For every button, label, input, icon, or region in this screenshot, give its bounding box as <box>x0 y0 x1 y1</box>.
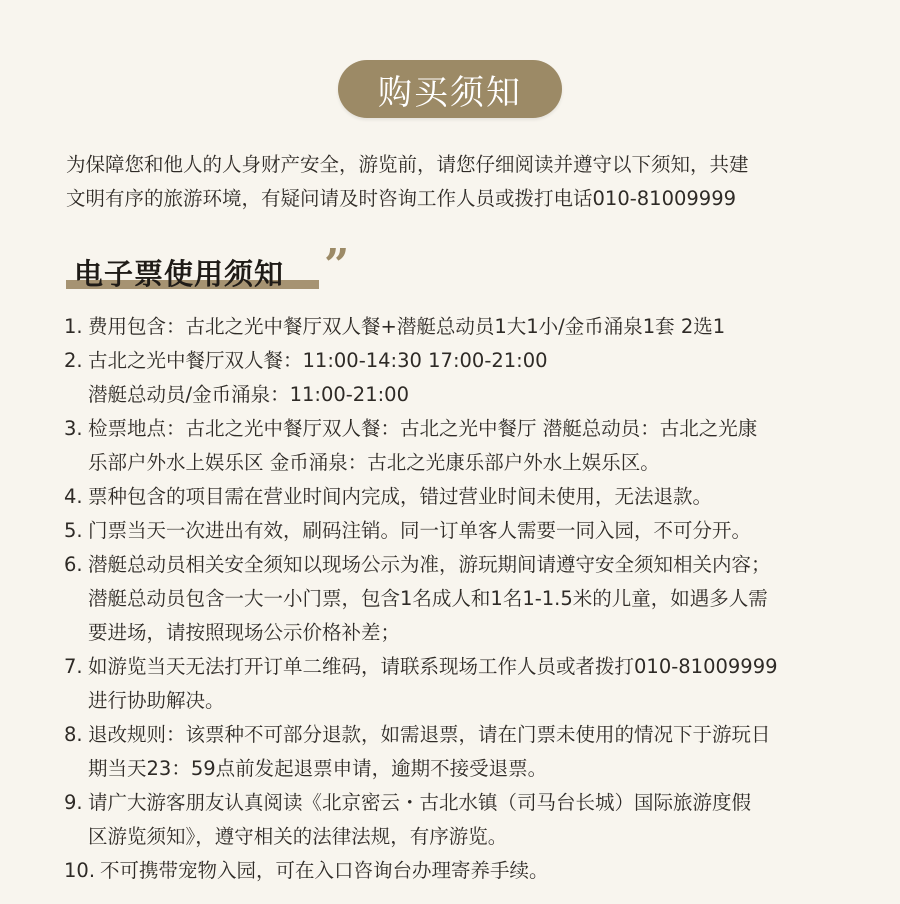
item-text: 潜艇总动员/金币涌泉：11:00-21:00 <box>88 383 409 406</box>
item-text: 请广大游客朋友认真阅读《北京密云・古北水镇（司马台长城）国际旅游度假 <box>88 791 752 814</box>
item-text: 要进场，请按照现场公示价格补差； <box>88 621 401 644</box>
item-text: 潜艇总动员相关安全须知以现场公示为准，游玩期间请遵守安全须知相关内容； <box>88 553 771 576</box>
item-text: 检票地点：古北之光中餐厅双人餐：古北之光中餐厅 潜艇总动员：古北之光康 <box>88 417 758 440</box>
page-title-badge <box>338 60 562 118</box>
item-number: 8. <box>64 723 83 746</box>
intro-line: 为保障您和他人的人身财产安全，游览前，请您仔细阅读并遵守以下须知，共建 <box>66 153 749 176</box>
item-number: 7. <box>64 655 83 678</box>
item-text: 如游览当天无法打开订单二维码，请联系现场工作人员或者拨打010-81009999 <box>88 655 778 678</box>
item-text: 期当天23：59点前发起退票申请，逾期不接受退票。 <box>88 757 548 780</box>
list-item <box>64 854 864 888</box>
list-item <box>64 480 864 514</box>
item-number: 4. <box>64 485 83 508</box>
intro-line: 文明有序的旅游环境，有疑问请及时咨询工作人员或拨打电话010-81009999 <box>66 187 737 210</box>
item-text: 费用包含：古北之光中餐厅双人餐+潜艇总动员1大1小/金币涌泉1套 2选1 <box>88 315 726 338</box>
notice-list <box>64 310 864 888</box>
item-text: 古北之光中餐厅双人餐：11:00-14:30 17:00-21:00 <box>88 349 548 372</box>
item-number: 3. <box>64 417 83 440</box>
item-text: 不可携带宠物入园，可在入口咨询台办理寄养手续。 <box>100 859 549 882</box>
list-item <box>64 514 864 548</box>
page-title: 购买须知 <box>378 72 522 113</box>
list-item <box>64 344 864 412</box>
item-text: 潜艇总动员包含一大一小门票，包含1名成人和1名1-1.5米的儿童，如遇多人需 <box>88 587 768 610</box>
item-number: 6. <box>64 553 83 576</box>
item-number: 10. <box>64 859 96 882</box>
item-number: 2. <box>64 349 83 372</box>
list-item <box>64 548 864 650</box>
item-text: 乐部户外水上娱乐区 金币涌泉：古北之光康乐部户外水上娱乐区。 <box>88 451 660 474</box>
list-item <box>64 786 864 854</box>
item-text: 区游览须知》，遵守相关的法律法规，有序游览。 <box>88 825 508 848</box>
item-number: 5. <box>64 519 83 542</box>
intro-paragraph <box>66 148 856 216</box>
section-title: 电子票使用须知 <box>74 257 285 291</box>
item-number: 9. <box>64 791 83 814</box>
list-item <box>64 412 864 480</box>
item-text: 门票当天一次进出有效，刷码注销。同一订单客人需要一同入园，不可分开。 <box>88 519 752 542</box>
item-text: 退改规则：该票种不可部分退款，如需退票，请在门票未使用的情况下于游玩日 <box>88 723 771 746</box>
item-text: 票种包含的项目需在营业时间内完成，错过营业时间未使用，无法退款。 <box>88 485 713 508</box>
list-item <box>64 718 864 786</box>
item-text: 进行协助解决。 <box>88 689 225 712</box>
item-number: 1. <box>64 315 83 338</box>
list-item <box>64 310 864 344</box>
quote-mark-icon: ” <box>324 240 350 291</box>
list-item <box>64 650 864 718</box>
